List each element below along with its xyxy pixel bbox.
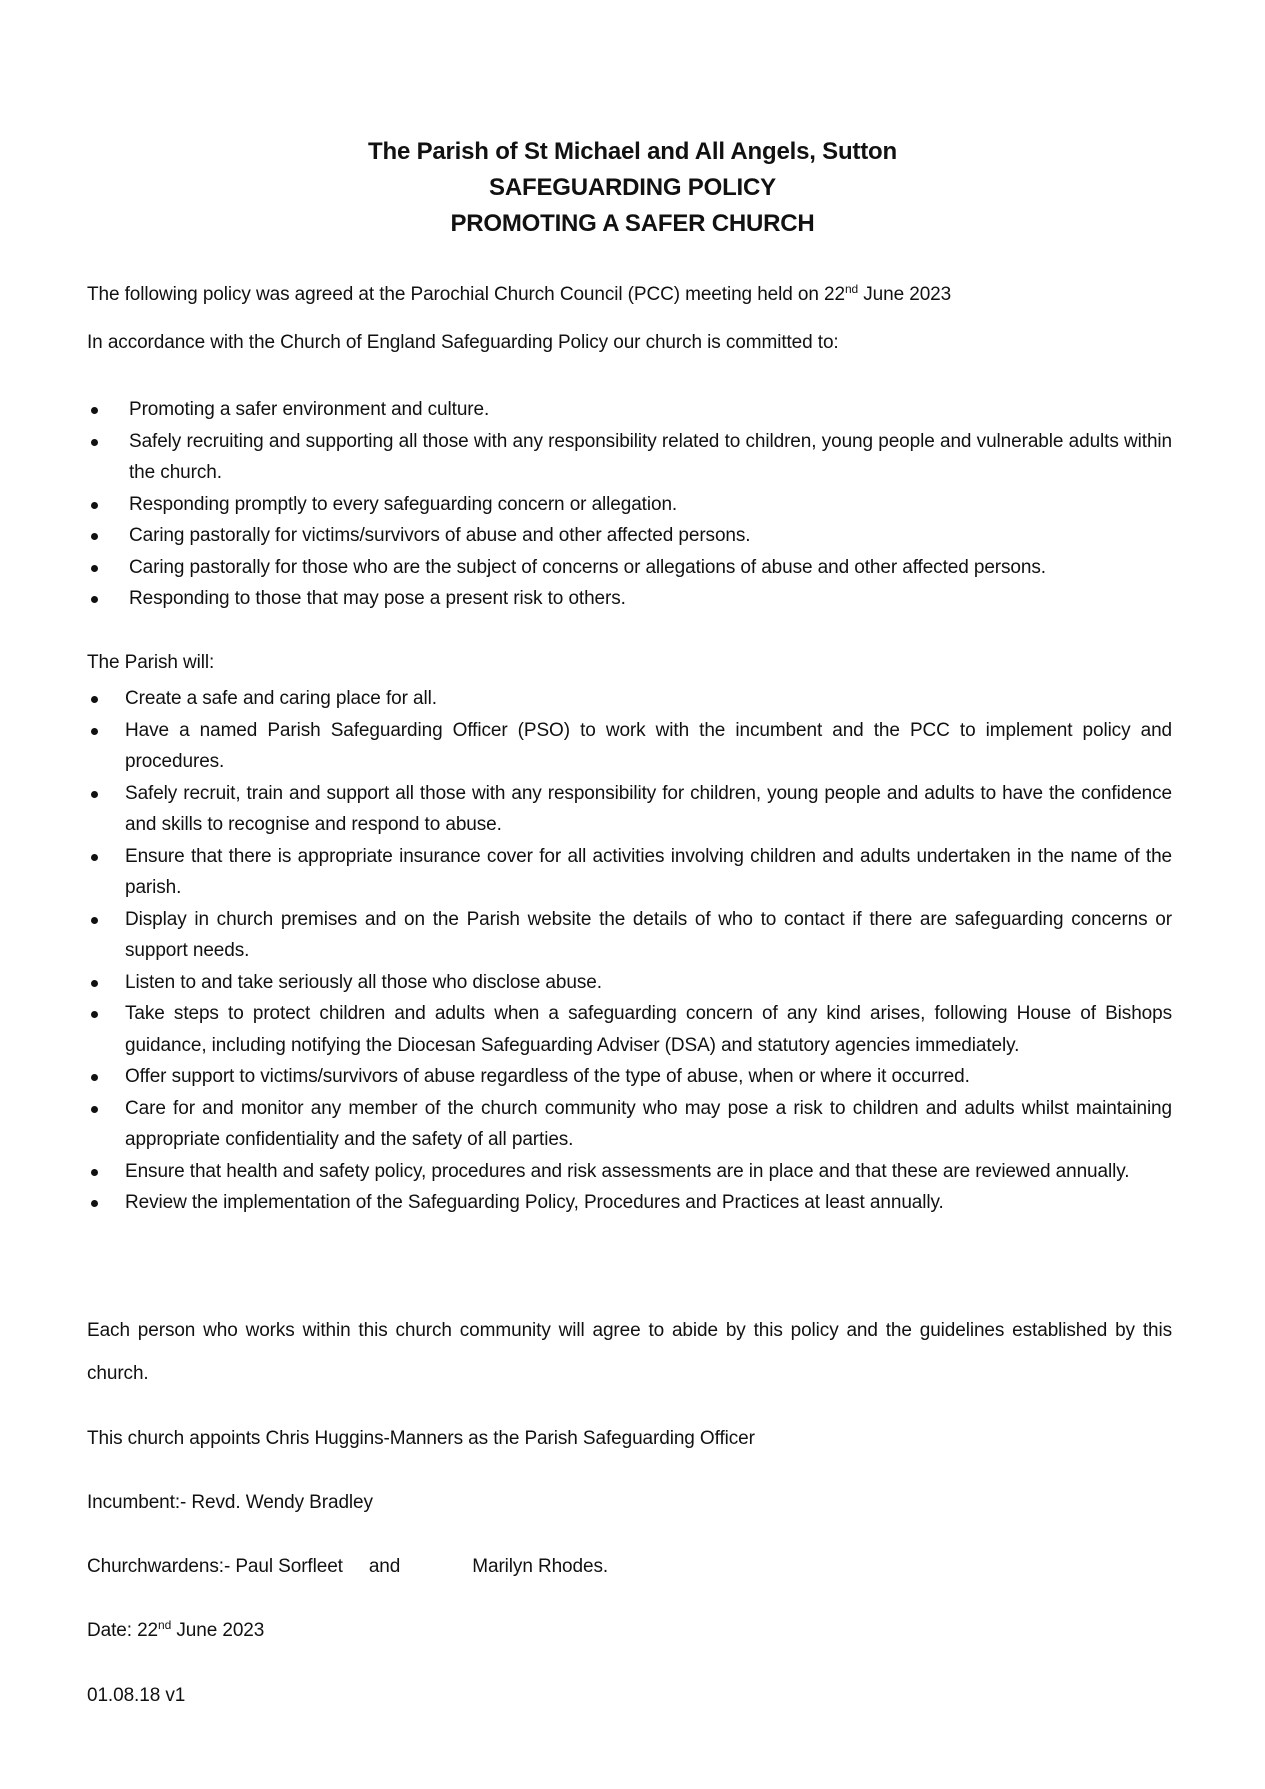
churchwarden-first: Churchwardens:- Paul Sorfleet	[87, 1556, 343, 1577]
agreed-date-superscript: nd	[844, 282, 859, 296]
bullet-icon	[91, 1011, 98, 1018]
bullet-icon	[91, 917, 98, 924]
list-item: Care for and monitor any member of the church community who may pose a risk to children and adults whilst maintaining appropriate confidentiality and the safety of all parties.	[87, 1093, 1172, 1156]
date-label: Date: 22	[87, 1620, 159, 1641]
bullet-icon	[91, 1106, 98, 1113]
bullet-icon	[91, 407, 98, 414]
list-item: Ensure that there is appropriate insurance cover for all activities involving children and adults undertaken in the name of the parish.	[87, 841, 1172, 904]
churchwardens-and: and	[368, 1556, 401, 1577]
bullet-icon	[91, 596, 98, 603]
commitment-intro: In accordance with the Church of England Safeguarding Policy our church is committed to:	[87, 332, 839, 353]
date-superscript: nd	[158, 1618, 172, 1632]
agreed-date-month: June 2023	[858, 284, 952, 305]
pso-appointment: This church appoints Chris Huggins-Manners as the Parish Safeguarding Officer	[87, 1428, 755, 1449]
bullet-icon	[91, 502, 98, 509]
bullet-icon	[91, 565, 98, 572]
list-item: Offer support to victims/survivors of abuse regardless of the type of abuse, when or where it occurred.	[87, 1061, 1172, 1093]
list-item: Ensure that health and safety policy, procedures and risk assessments are in place and that these are reviewed annually.	[87, 1156, 1172, 1188]
list-item: Display in church premises and on the Parish website the details of who to contact if there are safeguarding concerns or support needs.	[87, 904, 1172, 967]
date-line	[87, 1615, 264, 1647]
bullet-icon	[91, 439, 98, 446]
document-title	[0, 134, 1265, 242]
bullet-icon	[91, 533, 98, 540]
list-item: Caring pastorally for those who are the subject of concerns or allegations of abuse and other affected persons.	[87, 552, 1172, 584]
policy-heading: SAFEGUARDING POLICY	[489, 174, 776, 201]
parish-will-heading: The Parish will:	[87, 652, 215, 673]
agreement-paragraph: Each person who works within this church community will agree to abide by this policy and the guidelines established by this church.	[87, 1320, 1172, 1384]
list-item: Responding promptly to every safeguarding concern or allegation.	[87, 489, 1172, 521]
churchwarden-second: Marilyn Rhodes.	[472, 1556, 609, 1577]
bullet-icon	[91, 1074, 98, 1081]
list-item: Caring pastorally for victims/survivors of abuse and other affected persons.	[87, 520, 1172, 552]
bullet-icon	[91, 696, 98, 703]
list-item: Listen to and take seriously all those who disclose abuse.	[87, 967, 1172, 999]
parish-will-list	[87, 683, 1172, 1219]
bullet-icon	[91, 980, 98, 987]
bullet-icon	[91, 1200, 98, 1207]
list-item: Have a named Parish Safeguarding Officer (PSO) to work with the incumbent and the PCC to implement policy and procedures.	[87, 715, 1172, 778]
list-item: Promoting a safer environment and culture.	[87, 394, 1172, 426]
incumbent-line: Incumbent:- Revd. Wendy Bradley	[87, 1492, 373, 1513]
agreed-statement-text: The following policy was agreed at the Parochial Church Council (PCC) meeting held on 22	[87, 284, 845, 305]
bullet-icon	[91, 854, 98, 861]
date-month: June 2023	[171, 1620, 265, 1641]
bullet-icon	[91, 728, 98, 735]
list-item: Review the implementation of the Safeguarding Policy, Procedures and Practices at least annually.	[87, 1187, 1172, 1219]
list-item: Responding to those that may pose a present risk to others.	[87, 583, 1172, 615]
list-item: Create a safe and caring place for all.	[87, 683, 1172, 715]
list-item: Take steps to protect children and adults when a safeguarding concern of any kind arises, following House of Bishops guidance, including notifying the Diocesan Safeguarding Adviser (DSA) and statutory agencies immediately.	[87, 998, 1172, 1061]
parish-name-heading: The Parish of St Michael and All Angels, Sutton	[368, 138, 897, 165]
version-label: 01.08.18 v1	[87, 1685, 186, 1706]
commitments-list	[87, 394, 1172, 615]
bullet-icon	[91, 1169, 98, 1176]
churchwardens-line	[87, 1551, 608, 1583]
policy-subheading: PROMOTING A SAFER CHURCH	[450, 210, 815, 237]
list-item: Safely recruiting and supporting all those with any responsibility related to children, young people and vulnerable adults within the church.	[87, 426, 1172, 489]
list-item: Safely recruit, train and support all those with any responsibility for children, young people and adults to have the confidence and skills to recognise and respond to abuse.	[87, 778, 1172, 841]
agreed-statement	[87, 279, 951, 311]
bullet-icon	[91, 791, 98, 798]
